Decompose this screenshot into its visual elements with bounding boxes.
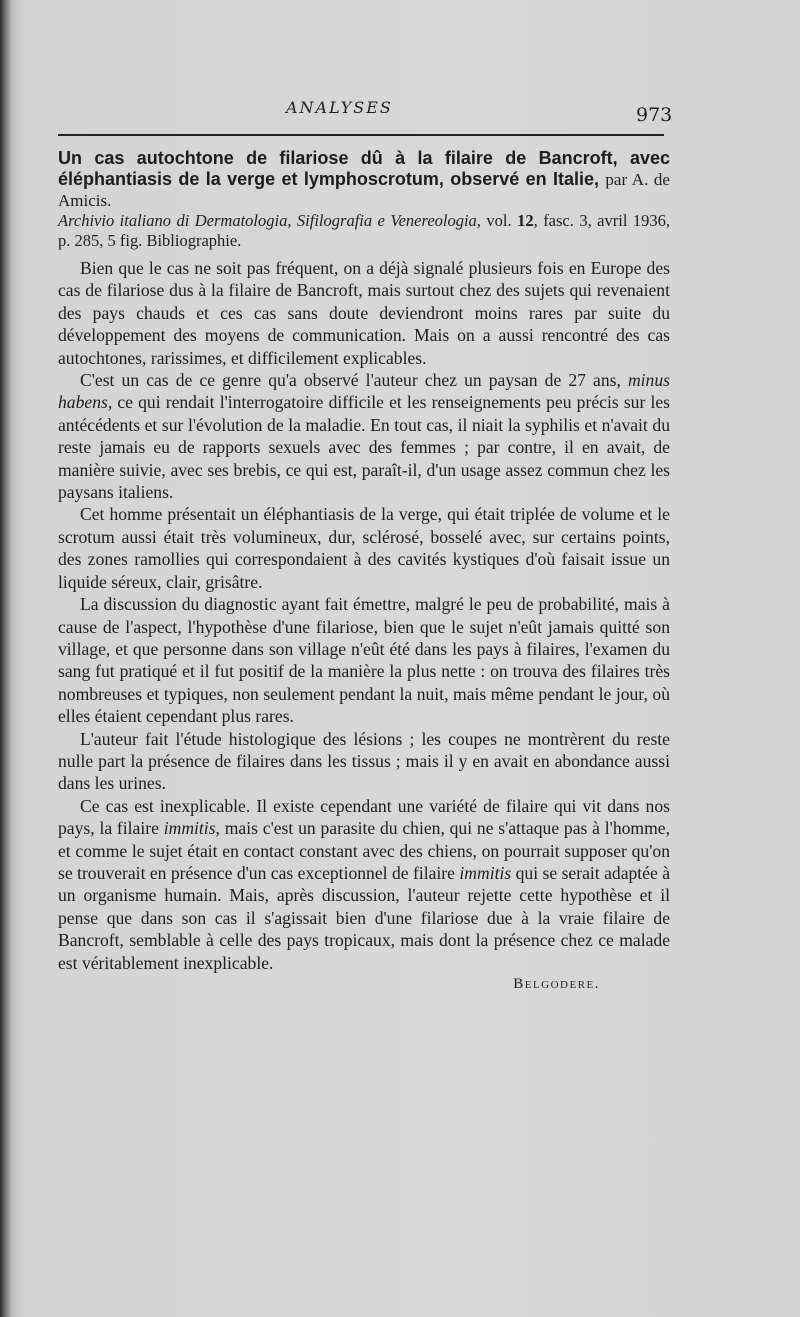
paragraph-text: ce qui rendait l'interrogatoire difficile et les renseignements peu précis sur les antécédents et sur l'évolution de la maladie. En tout cas, il niait la syphilis et n'avait du reste jamais eu de rapports sexuels avec des femmes ; par contre, il en avait, de manière suivie, avec ses brebis, ce qui est, paraît-il, d'un usage assez commun chez les paysans italiens. (58, 392, 670, 503)
author-signature: Belgodere. (513, 976, 600, 992)
paragraph-text: Ce cas est inexplicable. Il existe cependant une variété de filaire qui vit dans nos pays, la filaire (58, 795, 670, 839)
paragraph: Cet homme présentait un éléphantiasis de la verge, qui était triplée de volume et le scrotum aussi était très volumineux, dur, sclérosé, bosselé avec, sur certains points, des zones ramollies qui correspondaient à des cavités kystiques d'où faisait issue un liquide séreux, clair, grisâtre. (58, 504, 670, 592)
page-number: 973 (636, 104, 673, 126)
paragraph-text: qui se serait adaptée à un organisme humain. Mais, après discussion, l'auteur rejette cette hypothèse et il pense que dans son cas il s'agissait bien d'une filariose due à la vraie filaire de Bancroft, semblable à celle des pays tropicaux, mais dont la présence chez ce malade est véritablement inexplicable. (58, 862, 671, 973)
paragraph: La discussion du diagnostic ayant fait émettre, malgré le peu de probabilité, mais à cause de l'aspect, l'hypothèse d'une filariose, bien que le sujet n'eût jamais quitté son village, et que personne dans son village n'eût été dans les pays à filaires, l'examen du sang fut pratiqué et il fut positif de la manière la plus nette : on trouva des filaires très nombreuses et typiques, non seulement pendant la nuit, mais même pendant le jour, où elles étaient cependant plus rares. (58, 594, 670, 727)
paragraph (58, 795, 670, 974)
italic-phrase: immitis (459, 862, 512, 883)
volume-label: vol. (486, 211, 512, 230)
paragraph-text: C'est un cas de ce genre qu'a observé l'auteur chez un paysan de 27 ans, (80, 370, 621, 391)
running-head: ANALYSES (286, 98, 393, 117)
volume-number: 12 (517, 211, 534, 230)
paragraph-text: mais c'est un parasite du chien, qui ne s'attaque pas à l'homme, et comme le sujet était en contact constant avec des chiens, on pourrait supposer qu'on se trouverait en présence d'un cas exceptionnel de filaire (58, 818, 670, 883)
header-rule (58, 134, 664, 136)
paragraph: L'auteur fait l'étude histologique des lésions ; les coupes ne montrèrent du reste nulle part la présence de filaires dans les tissus ; mais il y en avait en abondance aussi dans les urines. (58, 728, 670, 794)
review-article (58, 148, 670, 993)
italic-phrase: minus habens, (58, 370, 670, 413)
paragraph: Bien que le cas ne soit pas fréquent, on a déjà signalé plusieurs fois en Europe des cas de filariose dus à la filaire de Bancroft, mais surtout chez des sujets qui revenaient des pays chauds et ces cas sans doute deviendront moins rares par suite du développement des moyens de communication. Mais on a aussi rencontré des cas autochtones, rarissimes, et difficilement explicables. (58, 258, 670, 368)
article-byline: par A. de Amicis. (58, 170, 670, 210)
italic-phrase: immitis, (163, 818, 220, 839)
issue-details: fasc. 3, avril 1936, p. 285, 5 fig. Bibliographie. (58, 211, 671, 250)
article-title (58, 148, 670, 211)
paragraph (58, 369, 670, 503)
bibliographic-reference: Archivio italiano di Dermatologia, Sifilografia e Venereologia, vol. 12, fasc. 3, avril 1936, p. 285, 5 fig. Bibliographie. (58, 211, 671, 250)
review-body (58, 257, 670, 974)
article-title-text: Un cas autochtone de filariose dû à la filaire de Bancroft, avec éléphantiasis de la verge et lymphoscrotum, observé en Italie, (58, 148, 670, 189)
journal-name: Archivio italiano di Dermatologia, Sifilografia e Venereologia, (58, 211, 481, 230)
